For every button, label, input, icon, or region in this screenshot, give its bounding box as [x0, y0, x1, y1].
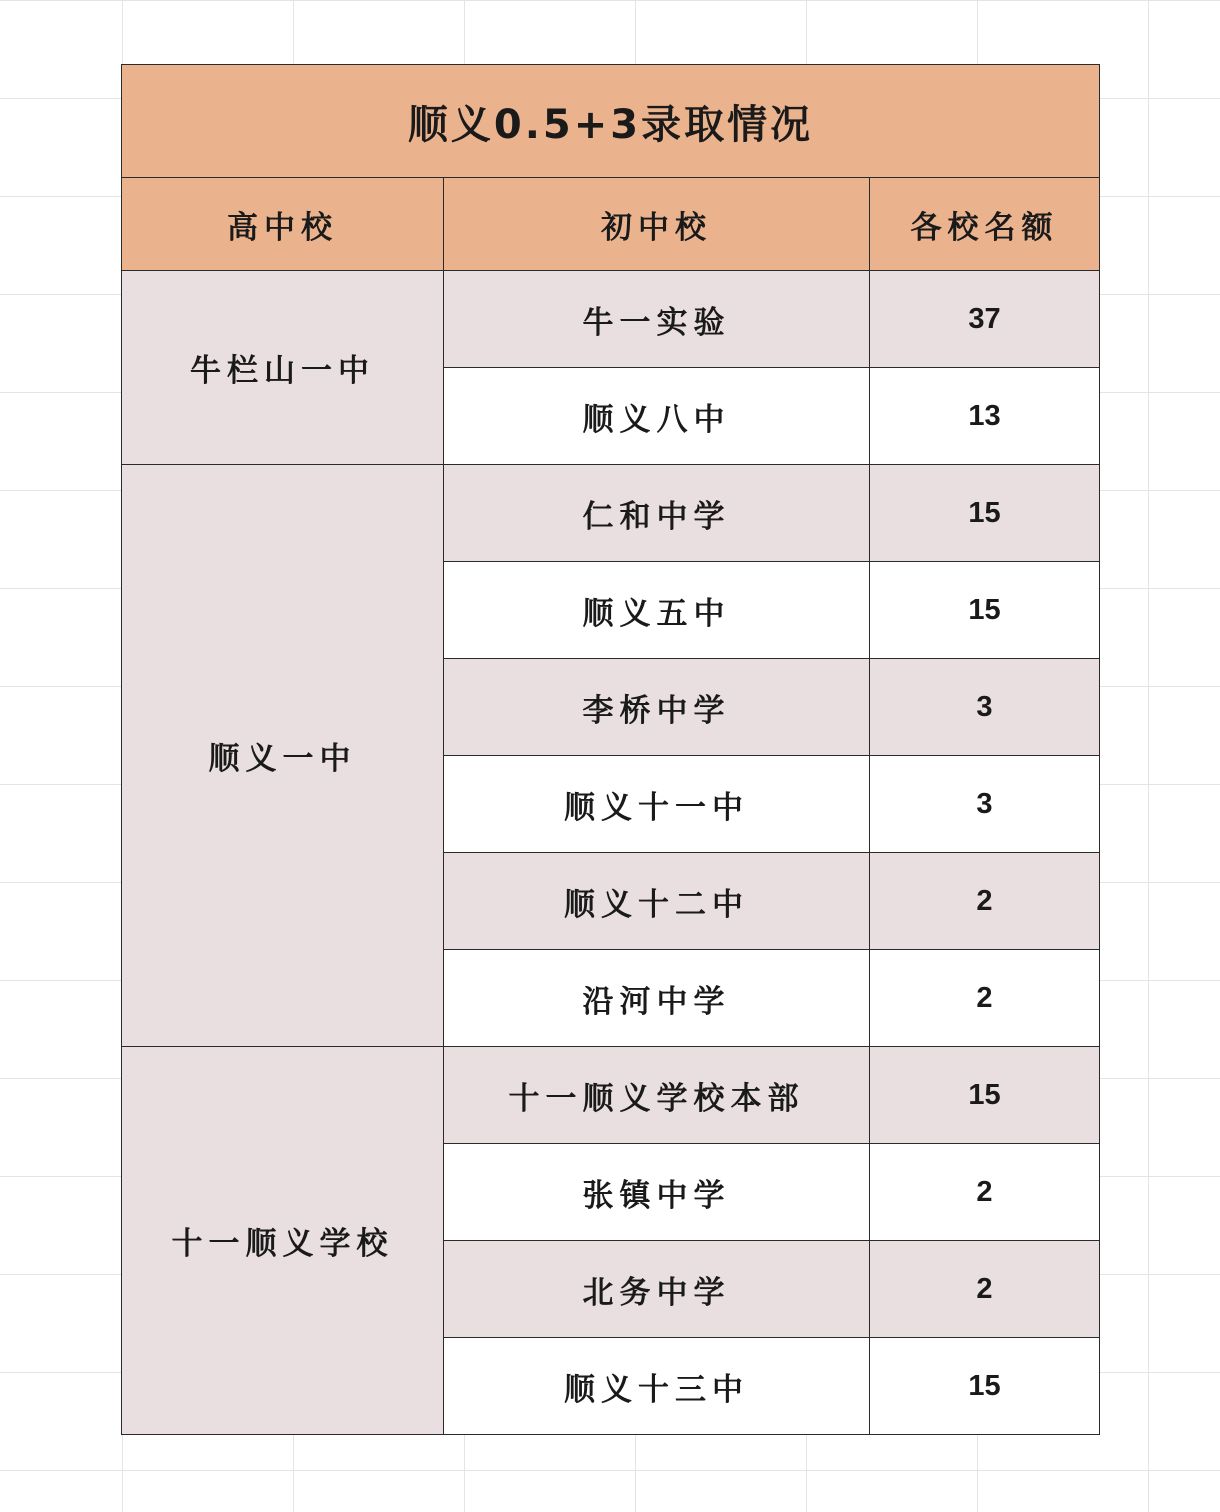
middle-school-cell: 顺义十一中 — [444, 756, 870, 853]
middle-school-cell: 牛一实验 — [444, 271, 870, 368]
middle-school-cell: 张镇中学 — [444, 1144, 870, 1241]
table-row — [122, 465, 1100, 562]
header-quota: 各校名额 — [870, 178, 1100, 271]
quota-cell: 15 — [870, 562, 1100, 659]
admission-table — [121, 64, 1100, 1435]
header-high-school: 高中校 — [122, 178, 444, 271]
header-middle-school: 初中校 — [444, 178, 870, 271]
table-row — [122, 271, 1100, 368]
middle-school-cell: 顺义八中 — [444, 368, 870, 465]
quota-cell: 3 — [870, 756, 1100, 853]
table-title: 顺义0.5+3录取情况 — [122, 65, 1100, 178]
quota-cell: 3 — [870, 659, 1100, 756]
middle-school-cell: 仁和中学 — [444, 465, 870, 562]
high-school-cell: 十一顺义学校 — [122, 1047, 444, 1435]
high-school-cell: 牛栏山一中 — [122, 271, 444, 465]
high-school-cell: 顺义一中 — [122, 465, 444, 1047]
middle-school-cell: 顺义五中 — [444, 562, 870, 659]
middle-school-cell: 顺义十二中 — [444, 853, 870, 950]
quota-cell: 2 — [870, 950, 1100, 1047]
middle-school-cell: 十一顺义学校本部 — [444, 1047, 870, 1144]
quota-cell: 15 — [870, 1047, 1100, 1144]
middle-school-cell: 沿河中学 — [444, 950, 870, 1047]
middle-school-cell: 北务中学 — [444, 1241, 870, 1338]
middle-school-cell: 李桥中学 — [444, 659, 870, 756]
quota-cell: 15 — [870, 1338, 1100, 1435]
quota-cell: 2 — [870, 1144, 1100, 1241]
table-row — [122, 1047, 1100, 1144]
quota-cell: 2 — [870, 1241, 1100, 1338]
quota-cell: 37 — [870, 271, 1100, 368]
quota-cell: 15 — [870, 465, 1100, 562]
middle-school-cell: 顺义十三中 — [444, 1338, 870, 1435]
quota-cell: 13 — [870, 368, 1100, 465]
header-row — [122, 178, 1100, 271]
title-row — [122, 65, 1100, 178]
quota-cell: 2 — [870, 853, 1100, 950]
